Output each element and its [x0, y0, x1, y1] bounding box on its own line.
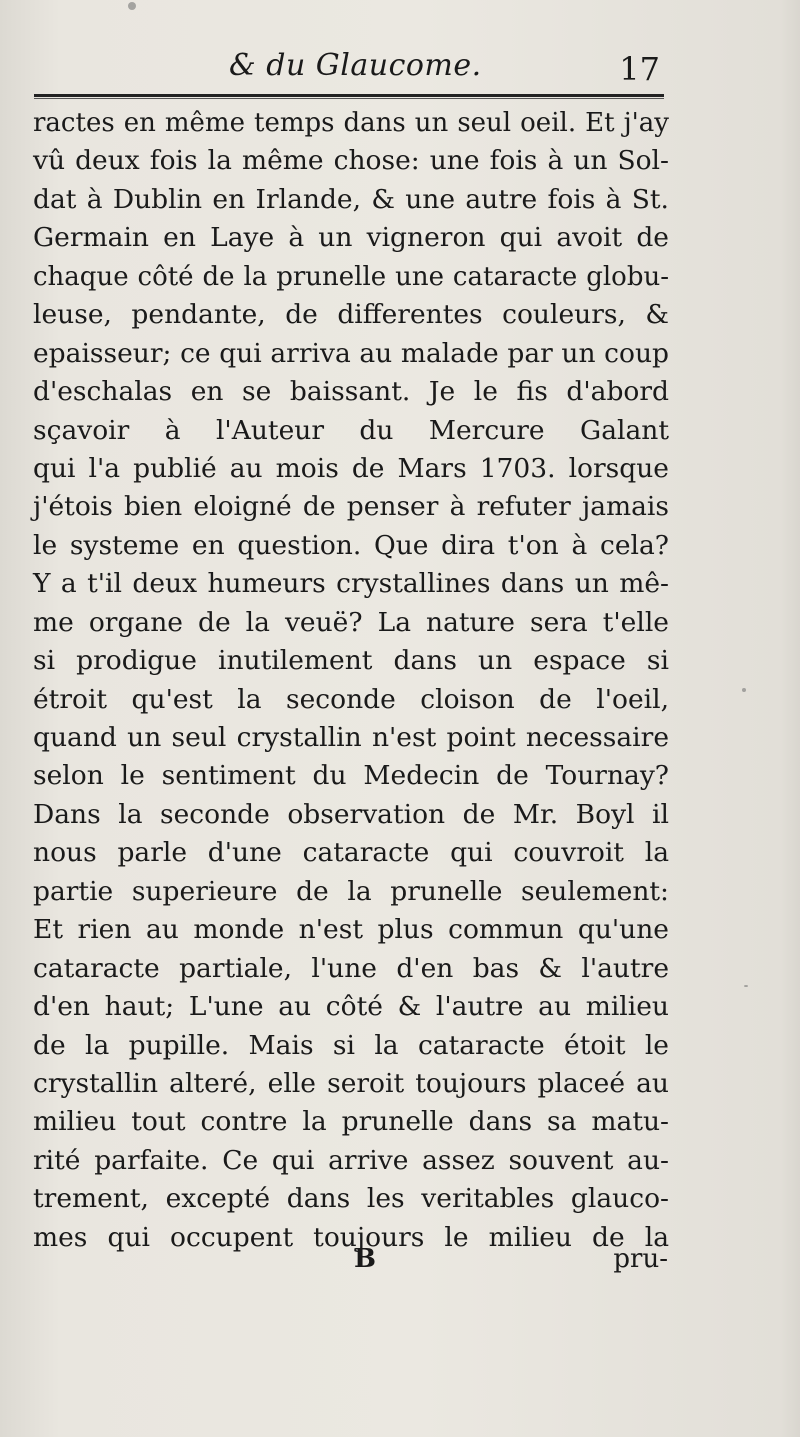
text-line: étroit qu'est la seconde cloison de l'oeil, — [33, 683, 669, 715]
text-line: quand un seul crystallin n'est point necessaire — [33, 722, 669, 753]
page-number: 17 — [619, 50, 660, 88]
text-line: sçavoir à l'Auteur du Mercure Galant — [33, 414, 669, 446]
page-footer — [34, 1244, 668, 1284]
text-line: qui l'a publié au mois de Mars 1703. lorsque — [33, 452, 669, 484]
text-line: Dans la seconde observation de Mr. Boyl il — [33, 798, 669, 830]
body-text — [33, 104, 669, 1257]
text-line: cataracte partiale, l'une d'en bas & l'autre — [33, 952, 669, 984]
text-line: si prodigue inutilement dans un espace si — [33, 645, 669, 677]
text-line: epaisseur; ce qui arriva au malade par un coup — [33, 337, 669, 369]
text-line: j'étois bien eloigné de penser à refuter jamais — [33, 491, 669, 523]
text-line: me organe de la veuë? La nature sera t'elle — [33, 606, 669, 638]
text-line: partie superieure de la prunelle seulement: — [33, 875, 669, 907]
text-line: Germain en Laye à un vigneron qui avoit de — [33, 222, 669, 254]
text-line: le systeme en question. Que dira t'on à cela? — [33, 529, 669, 561]
text-line: d'eschalas en se baissant. Je le fis d'abord — [33, 376, 669, 408]
text-line: nous parle d'une cataracte qui couvroit la — [33, 837, 669, 869]
text-line: rité parfaite. Ce qui arrive assez souvent au- — [33, 1144, 669, 1176]
text-line: Y a t'il deux humeurs crystallines dans un mê- — [33, 568, 669, 600]
text-line: chaque côté de la prunelle une cataracte globu- — [33, 261, 669, 292]
text-line: dat à Dublin en Irlande, & une autre fois à St. — [33, 183, 669, 215]
running-head: & du Glaucome. — [229, 48, 482, 83]
signature-mark: B — [354, 1244, 376, 1274]
page-header — [34, 48, 664, 92]
header-rule — [34, 94, 664, 97]
text-line: mes qui occupent toujours le milieu de la — [33, 1221, 669, 1253]
text-line: trement, excepté dans les veritables glauco- — [33, 1183, 669, 1215]
text-line: milieu tout contre la prunelle dans sa matu- — [33, 1106, 669, 1138]
text-line: d'en haut; L'une au côté & l'autre au milieu — [33, 991, 669, 1023]
paper-speck — [742, 688, 746, 692]
paper-speck — [744, 985, 748, 987]
text-line: de la pupille. Mais si la cataracte étoit le — [33, 1029, 669, 1061]
text-line: ractes en même temps dans un seul oeil. Et j'ay — [33, 108, 669, 138]
text-line: crystallin alteré, elle seroit toujours placeé au — [33, 1067, 669, 1099]
text-line: Et rien au monde n'est plus commun qu'une — [33, 914, 669, 946]
header-rule-thin — [34, 98, 664, 99]
text-line: vû deux fois la même chose: une fois à un Sol- — [33, 145, 669, 177]
paper-speck — [128, 2, 136, 10]
text-line: leuse, pendante, de differentes couleurs, & — [33, 299, 669, 331]
catchword: pru- — [613, 1244, 668, 1274]
text-line: selon le sentiment du Medecin de Tournay? — [33, 760, 669, 792]
